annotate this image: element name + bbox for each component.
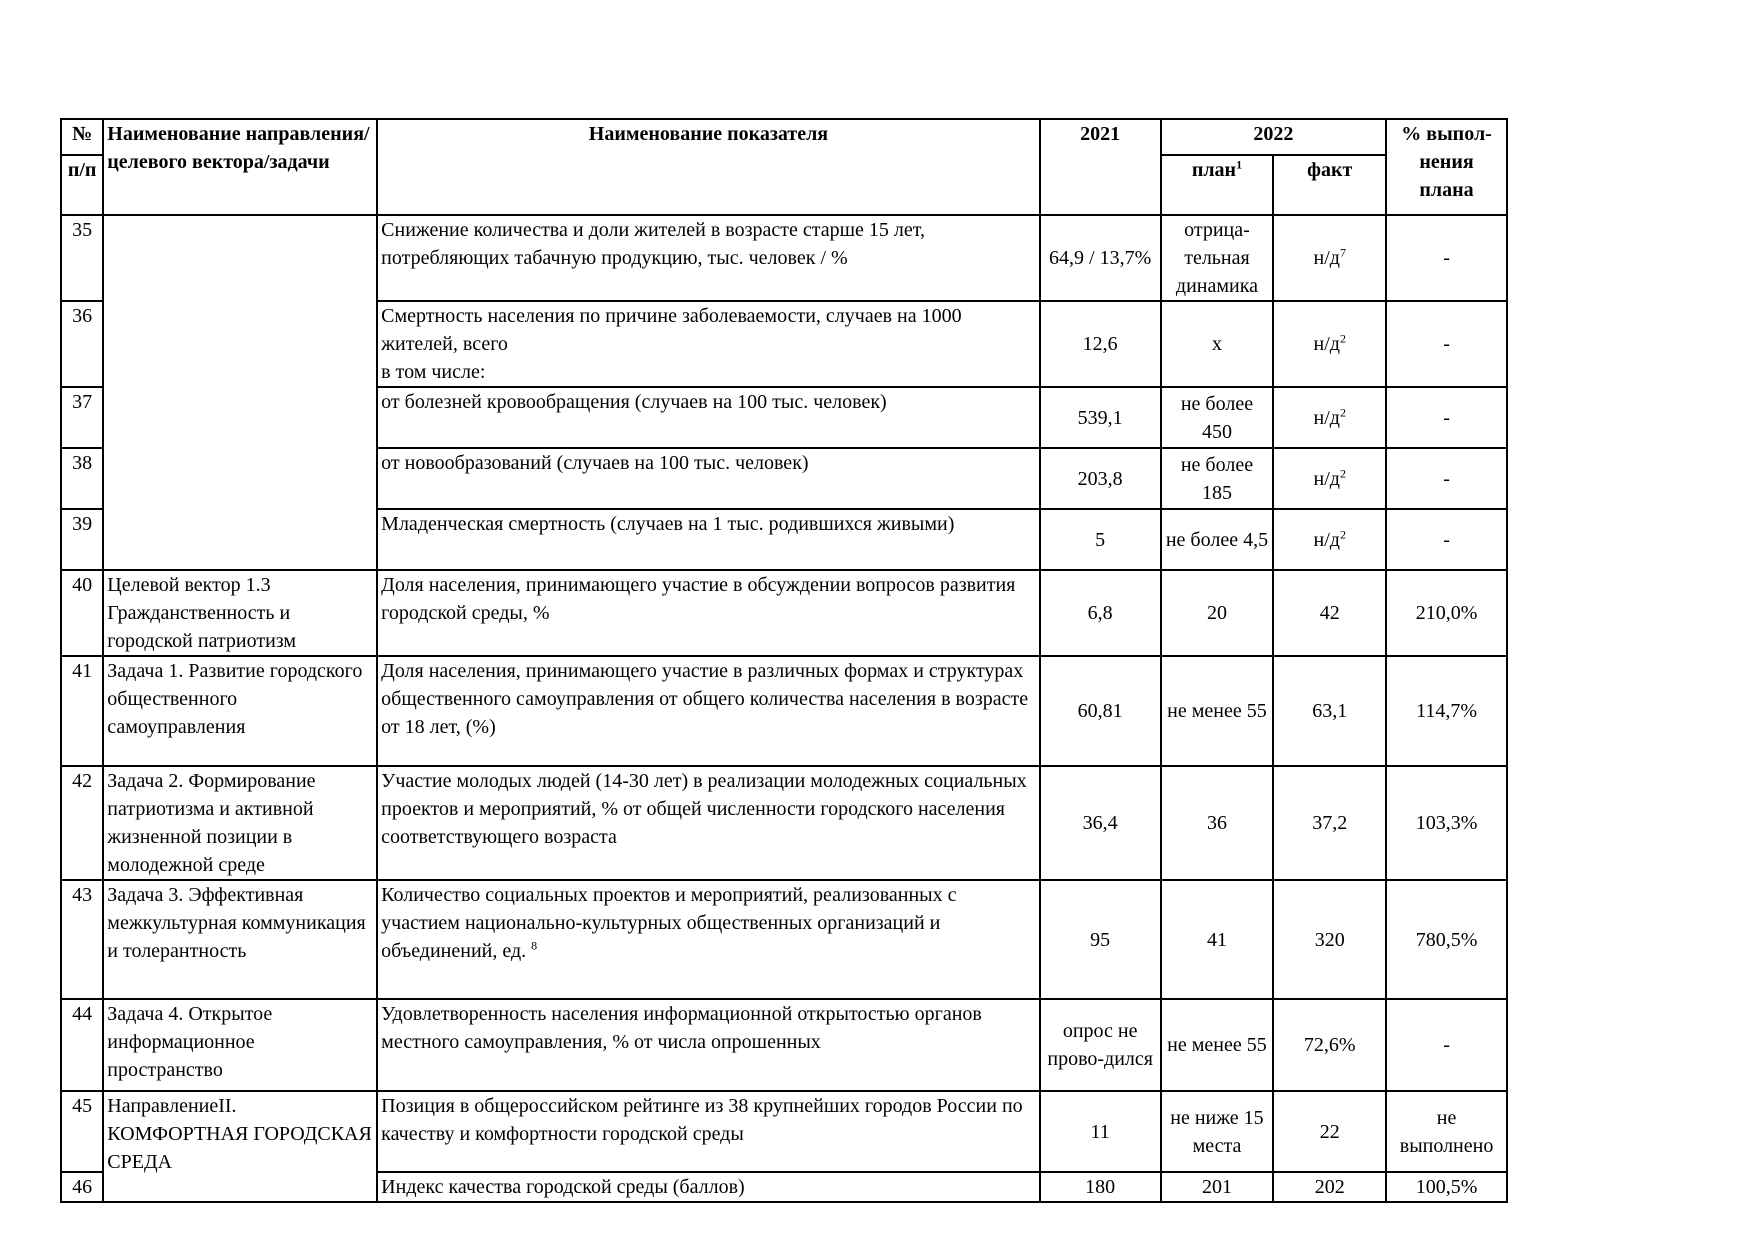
row-direction: Задача 2. Формирование патриотизма и активной жизненной позиции в молодежной среде xyxy=(103,766,377,880)
row-pct: - xyxy=(1386,509,1507,570)
row-2021: 203,8 xyxy=(1040,448,1161,509)
row-plan: отрица-тельная динамика xyxy=(1161,215,1274,301)
row-pct: 780,5% xyxy=(1386,880,1507,999)
row-indicator: от новообразований (случаев на 100 тыс. человек) xyxy=(377,448,1040,509)
row-indicator: Удовлетворенность населения информационной открытостью органов местного самоуправления, % от числа опрошенных xyxy=(377,999,1040,1091)
row-indicator: Количество социальных проектов и мероприятий, реализованных с участием национально-культурных общественных организаций и объединений, ед. $^8$ xyxy=(377,880,1040,999)
row-plan: не более 4,5 xyxy=(1161,509,1274,570)
row-plan: не менее 55 xyxy=(1161,999,1274,1091)
row-indicator: Смертность населения по причине заболеваемости, случаев на 1000 жителей, всего в том числе: xyxy=(377,301,1040,387)
row-num: 42 xyxy=(61,766,103,880)
row-fact: $н/д^7$ xyxy=(1273,215,1386,301)
row-indicator: Снижение количества и доли жителей в возрасте старше 15 лет, потребляющих табачную продукцию, тыс. человек / % xyxy=(377,215,1040,301)
row-indicator: от болезней кровообращения (случаев на 100 тыс. человек) xyxy=(377,387,1040,448)
plan-footnote: 1 xyxy=(1236,157,1243,172)
table-row xyxy=(61,656,1507,766)
header-fact: факт xyxy=(1273,155,1386,215)
row-num: 36 xyxy=(61,301,103,387)
row-2021: 64,9 / 13,7% xyxy=(1040,215,1161,301)
row-fact: 37,2 xyxy=(1273,766,1386,880)
table-row xyxy=(61,999,1507,1091)
row-num: 45 xyxy=(61,1091,103,1172)
row-pct: - xyxy=(1386,215,1507,301)
row-plan: не менее 55 xyxy=(1161,656,1274,766)
row-2021: опрос не прово-дился xyxy=(1040,999,1161,1091)
row-plan: 201 xyxy=(1161,1172,1274,1202)
row-direction: НаправлениеII. КОМФОРТНАЯ ГОРОДСКАЯ СРЕДА xyxy=(103,1091,377,1202)
row-num: 38 xyxy=(61,448,103,509)
row-pct: 114,7% xyxy=(1386,656,1507,766)
row-num: 39 xyxy=(61,509,103,570)
row-num: 35 xyxy=(61,215,103,301)
row-plan: х xyxy=(1161,301,1274,387)
row-fact: $н/д^2$ xyxy=(1273,301,1386,387)
row-pct: не выполнено xyxy=(1386,1091,1507,1172)
row-pct: 103,3% xyxy=(1386,766,1507,880)
row-fact: $н/д^2$ xyxy=(1273,448,1386,509)
indicator-footnote: 8 xyxy=(531,938,538,953)
row-fact: 202 xyxy=(1273,1172,1386,1202)
row-direction: Задача 4. Открытое информационное пространство xyxy=(103,999,377,1091)
row-indicator: Индекс качества городской среды (баллов) xyxy=(377,1172,1040,1202)
indicators-table xyxy=(60,118,1508,1203)
header-2022: 2022 xyxy=(1161,119,1387,155)
row-2021: 60,81 xyxy=(1040,656,1161,766)
header-percent: % выпол-нения плана xyxy=(1386,119,1507,215)
table-row xyxy=(61,1091,1507,1172)
row-fact: 72,6% xyxy=(1273,999,1386,1091)
row-direction xyxy=(103,215,377,570)
table-row xyxy=(61,766,1507,880)
header-2021: 2021 xyxy=(1040,119,1161,215)
table-row xyxy=(61,215,1507,301)
row-fact: $н/д^2$ xyxy=(1273,509,1386,570)
row-indicator: Младенческая смертность (случаев на 1 тыс. родившихся живыми) xyxy=(377,509,1040,570)
row-pct: - xyxy=(1386,999,1507,1091)
row-num: 37 xyxy=(61,387,103,448)
row-indicator: Позиция в общероссийском рейтинге из 38 крупнейших городов России по качеству и комфортности городской среды xyxy=(377,1091,1040,1172)
row-num: 44 xyxy=(61,999,103,1091)
row-2021: 539,1 xyxy=(1040,387,1161,448)
row-plan: 41 xyxy=(1161,880,1274,999)
row-direction: Задача 1. Развитие городского общественного самоуправления xyxy=(103,656,377,766)
row-2021: 36,4 xyxy=(1040,766,1161,880)
row-pct: - xyxy=(1386,387,1507,448)
row-pct: - xyxy=(1386,448,1507,509)
header-plan: план$^1$ xyxy=(1161,155,1274,215)
row-2021: 95 xyxy=(1040,880,1161,999)
row-num: 40 xyxy=(61,570,103,656)
row-num: 46 xyxy=(61,1172,103,1202)
row-fact: 320 xyxy=(1273,880,1386,999)
row-plan: не более 185 xyxy=(1161,448,1274,509)
row-plan: 36 xyxy=(1161,766,1274,880)
row-2021: 11 xyxy=(1040,1091,1161,1172)
row-2021: 6,8 xyxy=(1040,570,1161,656)
row-2021: 180 xyxy=(1040,1172,1161,1202)
row-pct: 210,0% xyxy=(1386,570,1507,656)
row-num: 43 xyxy=(61,880,103,999)
row-direction: Целевой вектор 1.3 Гражданственность и городской патриотизм xyxy=(103,570,377,656)
row-pct: - xyxy=(1386,301,1507,387)
header-indicator: Наименование показателя xyxy=(377,119,1040,215)
header-num-bottom: п/п xyxy=(61,155,103,215)
row-pct: 100,5% xyxy=(1386,1172,1507,1202)
row-fact: 42 xyxy=(1273,570,1386,656)
row-plan: не ниже 15 места xyxy=(1161,1091,1274,1172)
row-fact: 63,1 xyxy=(1273,656,1386,766)
table-row xyxy=(61,880,1507,999)
row-direction: Задача 3. Эффективная межкультурная коммуникация и толерантность xyxy=(103,880,377,999)
row-fact: 22 xyxy=(1273,1091,1386,1172)
row-indicator: Участие молодых людей (14-30 лет) в реализации молодежных социальных проектов и мероприятий, % от общей численности городского населения соответствующего возраста xyxy=(377,766,1040,880)
row-2021: 5 xyxy=(1040,509,1161,570)
table-row xyxy=(61,570,1507,656)
row-plan: не более 450 xyxy=(1161,387,1274,448)
row-2021: 12,6 xyxy=(1040,301,1161,387)
row-num: 41 xyxy=(61,656,103,766)
row-fact: $н/д^2$ xyxy=(1273,387,1386,448)
header-direction: Наименование направления/целевого вектора/задачи xyxy=(103,119,377,215)
row-indicator: Доля населения, принимающего участие в обсуждении вопросов развития городской среды, % xyxy=(377,570,1040,656)
header-num-top: № xyxy=(61,119,103,155)
row-plan: 20 xyxy=(1161,570,1274,656)
row-indicator: Доля населения, принимающего участие в различных формах и структурах общественного самоуправления от общего количества населения в возрасте от 18 лет, (%) xyxy=(377,656,1040,766)
